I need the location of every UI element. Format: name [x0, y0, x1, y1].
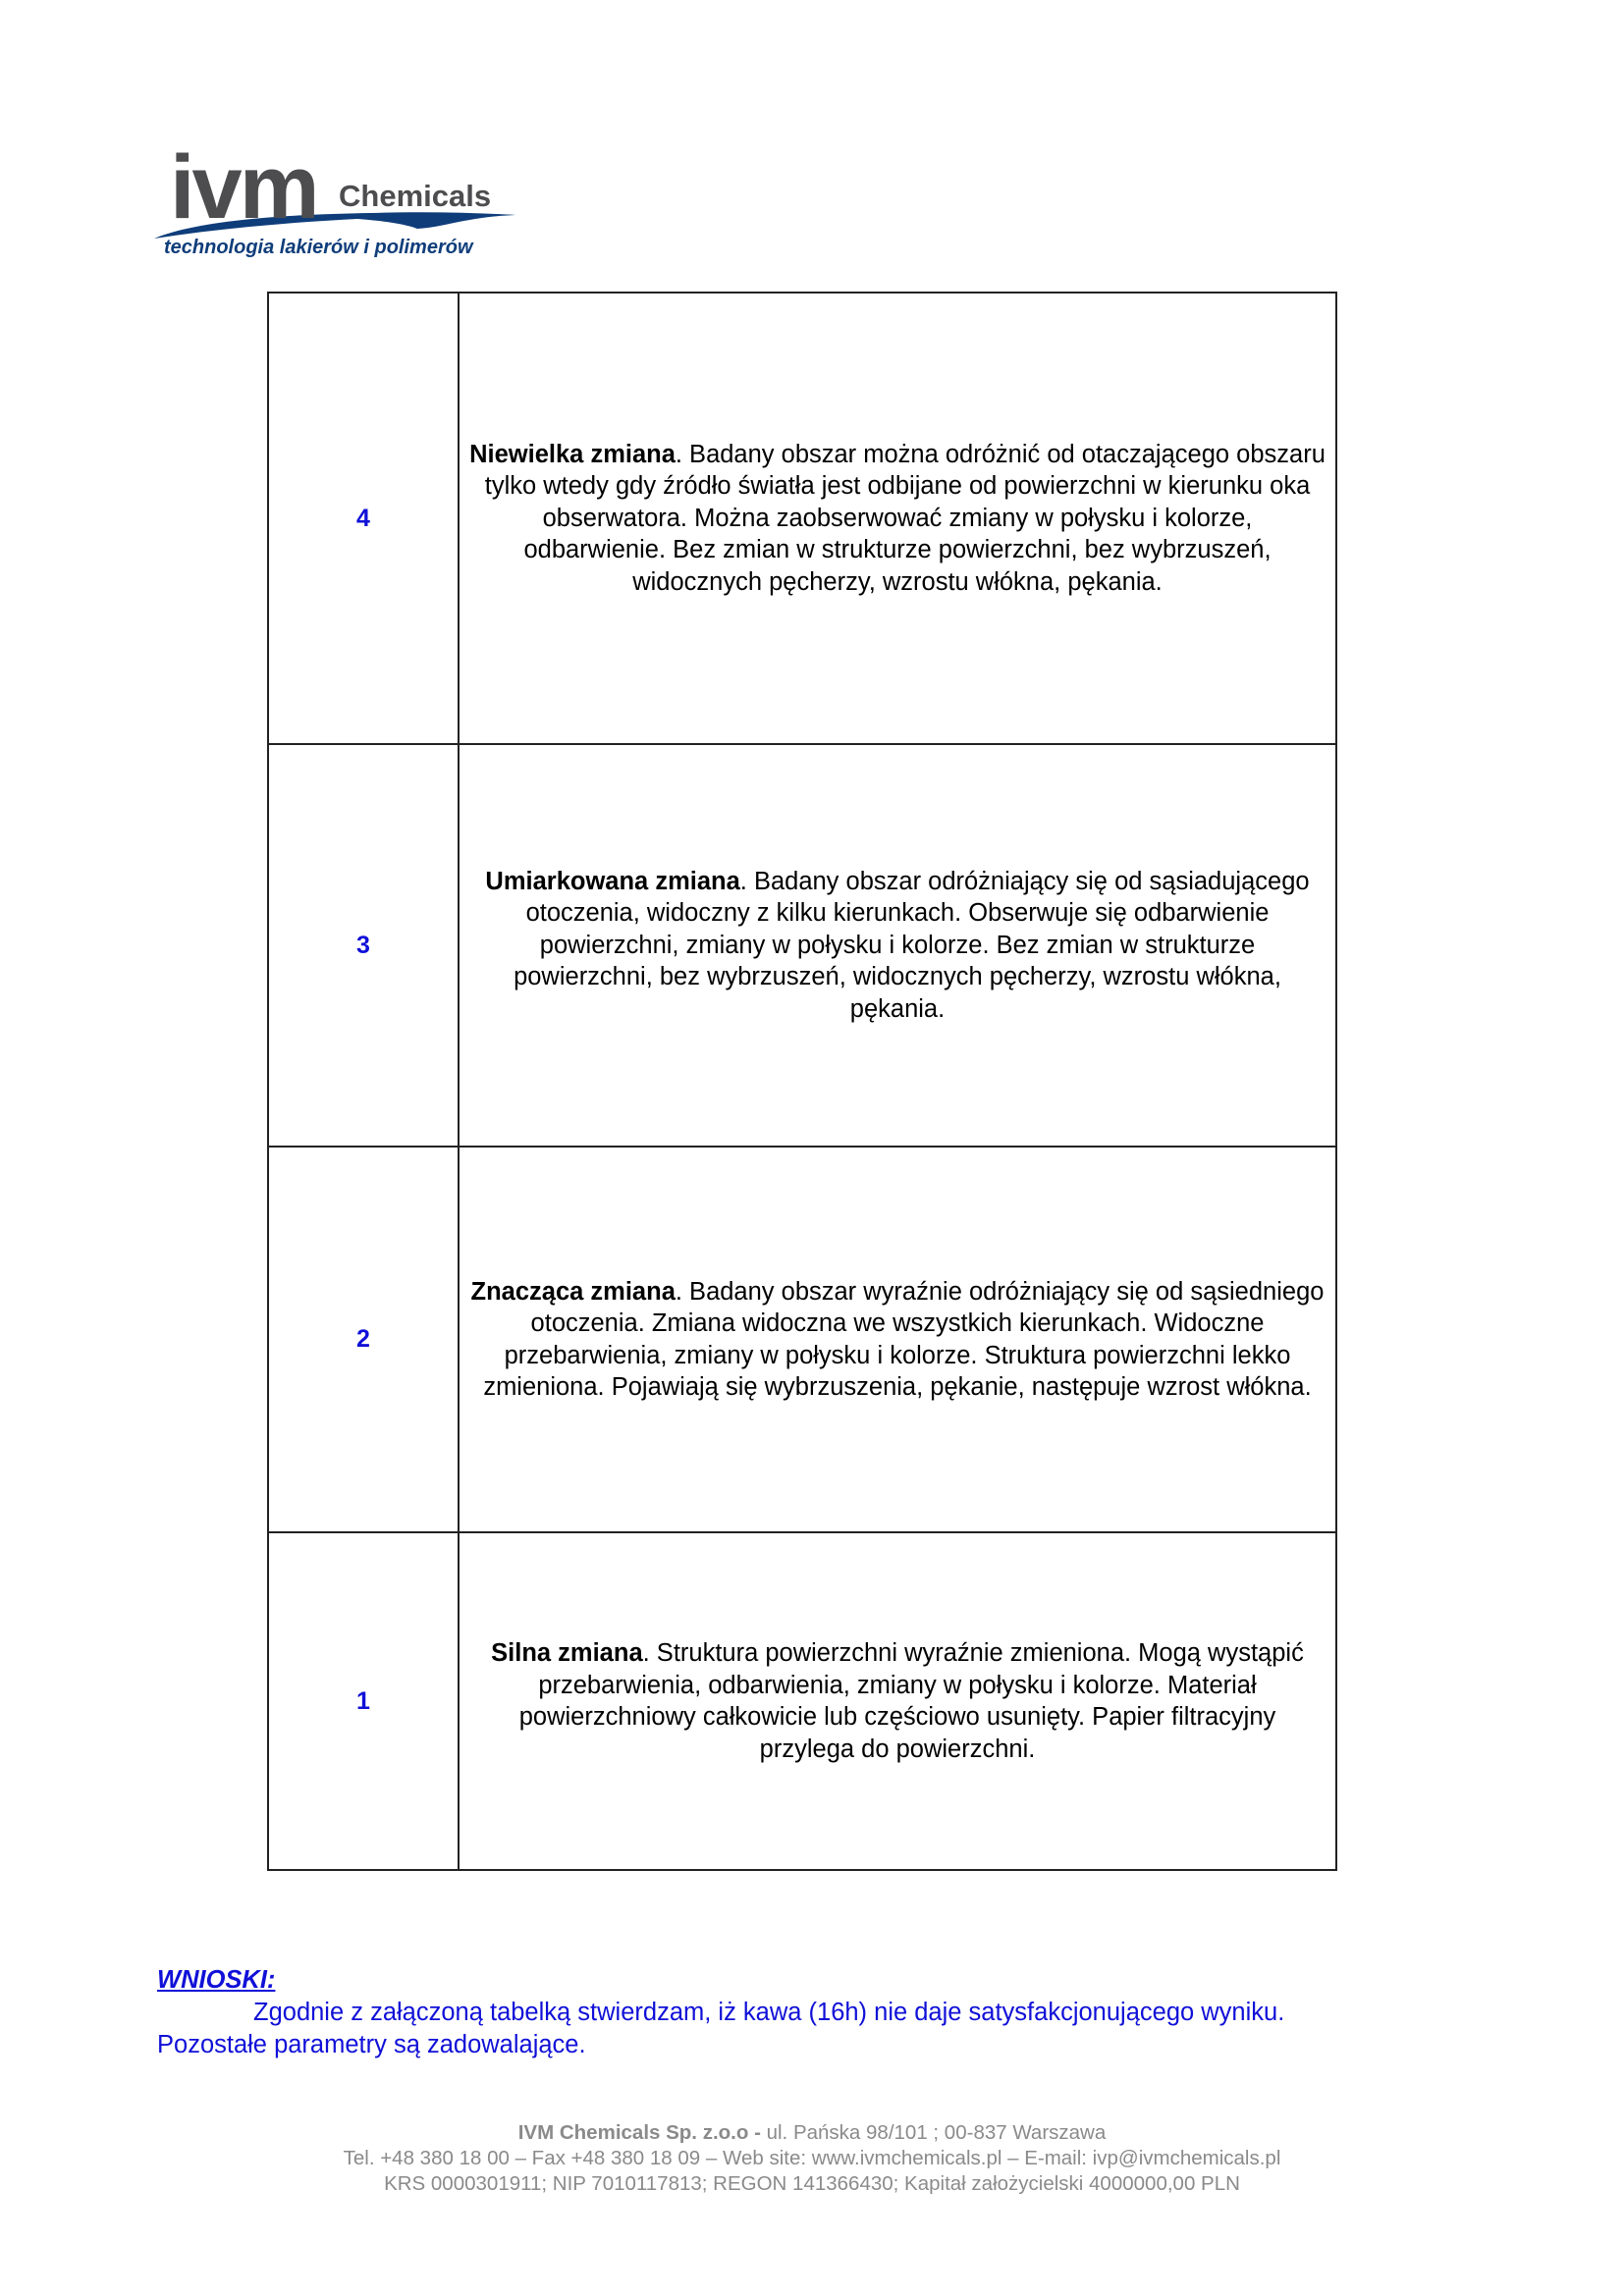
footer-contact: Tel. +48 380 18 00 – Fax +48 380 18 09 – Web site: www.ivmchemicals.pl – E-mail: ivp@ivmchemicals.pl	[343, 2147, 1281, 2169]
footer-registry: KRS 0000301911; NIP 7010117813; REGON 141366430; Kapitał założycielski 4000000,00 PLN	[384, 2172, 1240, 2195]
description-lead: Umiarkowana zmiana	[485, 867, 740, 895]
table-row	[268, 293, 1336, 744]
description-text: . Struktura powierzchni wyraźnie zmieniona. Mogą wystąpić przebarwienia, odbarwienia, zmiany w połysku i kolorze. Materiał powierzchniowy całkowicie lub częściowo usunięty. Papier filtracyjny przylega do powierzchni.	[518, 1639, 1304, 1763]
description-text: . Badany obszar wyraźnie odróżniający się od sąsiedniego otoczenia. Zmiana widoczna we wszystkich kierunkach. Widoczne przebarwienia, zmiany w połysku i kolorze. Struktura powierzchni lekko zmieniona. Pojawiają się wybrzuszenia, pękanie, następuje wzrost włókna.	[483, 1277, 1325, 1401]
grade-cell: 4	[268, 293, 459, 744]
description-cell	[459, 1532, 1336, 1870]
grade-cell: 3	[268, 744, 459, 1147]
table-row	[268, 1147, 1336, 1532]
description-text: . Badany obszar odróżniający się od sąsiadującego otoczenia, widoczny z kilku kierunkach. Obserwuje się odbarwienie powierzchni, zmiany w połysku i kolorze. Bez zmian w strukturze powierzchni, bez wybrzuszeń, widocznych pęcherzy, wzrostu włókna, pękania.	[514, 867, 1310, 1023]
description-cell	[459, 293, 1336, 744]
company-logo	[152, 137, 525, 270]
footer-company: IVM Chemicals Sp. z.o.o -	[517, 2121, 761, 2144]
description-cell	[459, 1147, 1336, 1532]
description-text: . Badany obszar można odróżnić od otaczającego obszaru tylko wtedy gdy źródło światła jest odbijane od powierzchni w kierunku oka obserwatora. Można zaobserwować zmiany w połysku i kolorze, odbarwienie. Bez zmian w strukturze powierzchni, bez wybrzuszeń, widocznych pęcherzy, wzrostu włókna, pękania.	[484, 440, 1326, 596]
logo-wordmark: Chemicals	[339, 179, 492, 213]
conclusions-line-2: Pozostałe parametry są zadowalające.	[157, 2031, 586, 2058]
grade-cell: 1	[268, 1532, 459, 1870]
footer-address-line	[0, 2120, 1624, 2146]
footer-address: ul. Pańska 98/101 ; 00-837 Warszawa	[760, 2121, 1107, 2144]
conclusions-section	[157, 1964, 1434, 2061]
logo-mark: ivm	[170, 137, 317, 238]
table-row	[268, 744, 1336, 1147]
page-footer	[0, 2120, 1624, 2197]
description-lead: Silna zmiana	[491, 1639, 643, 1667]
logo-tagline: technologia lakierów i polimerów	[164, 237, 473, 258]
table-row	[268, 1532, 1336, 1870]
description-cell	[459, 744, 1336, 1147]
conclusions-line-1: Zgodnie z załączoną tabelką stwierdzam, iż kawa (16h) nie daje satysfakcjonującego wyniku.	[253, 1999, 1285, 2026]
rating-table	[267, 292, 1337, 1871]
conclusions-heading: WNIOSKI:	[157, 1966, 276, 1994]
description-lead: Niewielka zmiana	[469, 440, 676, 468]
grade-cell: 2	[268, 1147, 459, 1532]
description-lead: Znacząca zmiana	[470, 1277, 676, 1306]
